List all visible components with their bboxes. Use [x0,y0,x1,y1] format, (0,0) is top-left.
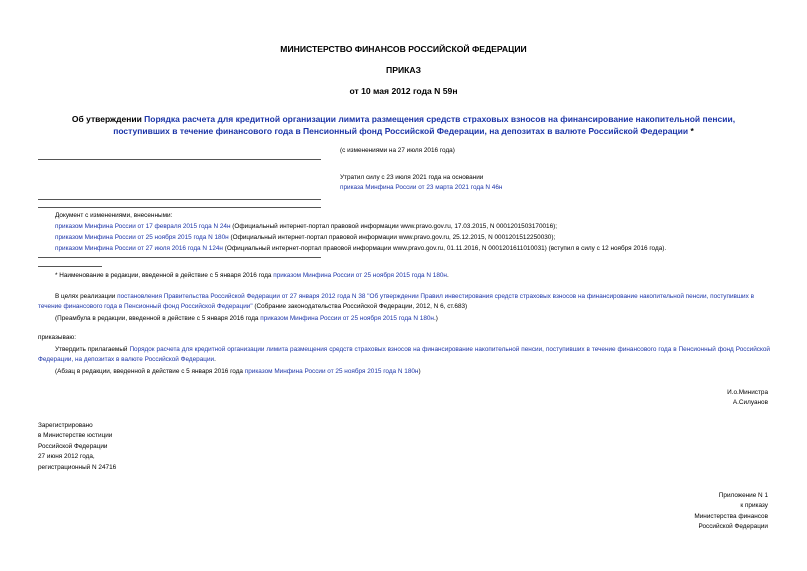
appendix-line: Министерства финансов [694,512,768,520]
order-note [55,368,421,376]
preamble-prefix: В целях реализации [55,293,118,300]
footnote-text: * Наименование в редакции, введенной в действие с 5 января 2016 года [55,272,274,279]
amendment-source: (Официальный интернет-портал правовой информации www.pravo.gov.ru, 01.11.2016, N 0001201611010031) (вступил в силу с 12 ноября 2016 года). [222,245,667,252]
title-link[interactable]: Порядка расчета для кредитной организации лимита размещения средств страховых взносов на финансирование накопительной пенсии, поступивших в течение финансового года в Пенсионный фонд Российской Федерации, на депозитах в валюте Российской Федерации [113,114,736,136]
title-prefix: Об утверждении [71,114,145,124]
preamble-source: (Собрание законодательства Российской Федерации, 2012, N 6, ст.683) [252,302,468,310]
doc-date-number: от 10 мая 2012 года N 59н [349,86,458,96]
footnote-link[interactable]: приказом Минфина России от 25 ноября 2015 года N 180н [273,272,447,279]
separator-line [38,159,321,160]
registration-line: в Министерстве юстиции [38,432,113,440]
amendments-intro: Документ с изменениями, внесенными: [55,212,173,219]
amendment-link[interactable]: приказом Минфина России от 27 июля 2016 года N 124н [55,245,223,252]
registration-line: регистрационный N 24716 [38,463,117,471]
separator-line [38,207,321,208]
document-title [50,113,757,137]
doc-type-heading: ПРИКАЗ [386,65,421,75]
separator-line [38,257,321,258]
preamble-note-link[interactable]: приказом Минфина России от 25 ноября 2015 года N 180н [260,315,434,322]
amendment-link[interactable]: приказом Минфина России от 17 февраля 2015 года N 24н [55,223,231,230]
appendix-block [694,491,768,533]
preamble-note-suffix: .) [433,315,438,322]
registration-line: Российской Федерации [38,442,108,450]
expired-notice: Утратил силу с 23 июля 2021 года на основании [340,174,484,181]
footnote-rule [38,266,102,267]
appendix-line: Приложение N 1 [718,492,768,499]
order-prefix: Утвердить прилагаемый [55,346,130,353]
registration-line: Зарегистрировано [38,422,93,429]
footnote-end: . [446,272,449,279]
amendment-source: (Официальный интернет-портал правовой информации www.pravo.gov.ru, 25.12.2015, N 0001201512250030); [228,234,556,241]
expired-link[interactable]: приказа Минфина России от 23 марта 2021 года N 46н [340,184,503,191]
order-paragraph [38,345,770,365]
amendment-item [55,234,555,242]
revision-note: (с изменениями на 27 июля 2016 года) [340,147,455,154]
amendment-item [55,245,666,253]
appendix-line: к приказу [740,502,768,510]
preamble-paragraph [38,292,770,311]
order-note-suffix: ) [418,368,421,375]
signature-name: А.Силуанов [732,399,768,406]
preamble-link[interactable]: постановления Правительства Российской Федерации от 27 января 2012 года N 38 "Об утверждении Правил инвестирования средств страховых взносов на финансирование накопительной пенсии, поступивших в течение финансового года в Пенсионный фонд Российской Федерации" [38,293,754,310]
footnote [55,272,449,280]
signature-position: И.о.Министра [727,389,768,396]
order-note-prefix: (Абзац в редакции, введенной в действие с 5 января 2016 года [55,368,245,375]
ministry-heading: МИНИСТЕРСТВО ФИНАНСОВ РОССИЙСКОЙ ФЕДЕРАЦИИ [280,44,527,54]
title-suffix: * [688,126,694,136]
order-link[interactable]: Порядок расчета для кредитной организации лимита размещения средств страховых взносов на финансирование накопительной пенсии, поступивших в течение финансового года в Пенсионный фонд Российской Федерации, на депозитах в валюте Российской Федерации [38,346,770,363]
registration-line: 27 июня 2012 года, [38,453,95,461]
preamble-note-prefix: (Преамбула в редакции, введенной в действие с 5 января 2016 года [55,315,261,322]
amendment-link[interactable]: приказом Минфина России от 25 ноября 2015 года N 180н [55,234,229,241]
amendment-source: (Официальный интернет-портал правовой информации www.pravo.gov.ru, 17.03.2015, N 0001201503170016); [230,223,558,230]
appendix-line: Российской Федерации [698,523,768,531]
separator-line [38,199,321,200]
order-label: приказываю: [38,334,76,341]
order-suffix: . [214,356,216,363]
registration-block [38,421,116,473]
order-note-link[interactable]: приказом Минфина России от 25 ноября 2015 года N 180н [244,368,419,375]
preamble-note [55,315,438,323]
amendment-item [55,223,557,231]
